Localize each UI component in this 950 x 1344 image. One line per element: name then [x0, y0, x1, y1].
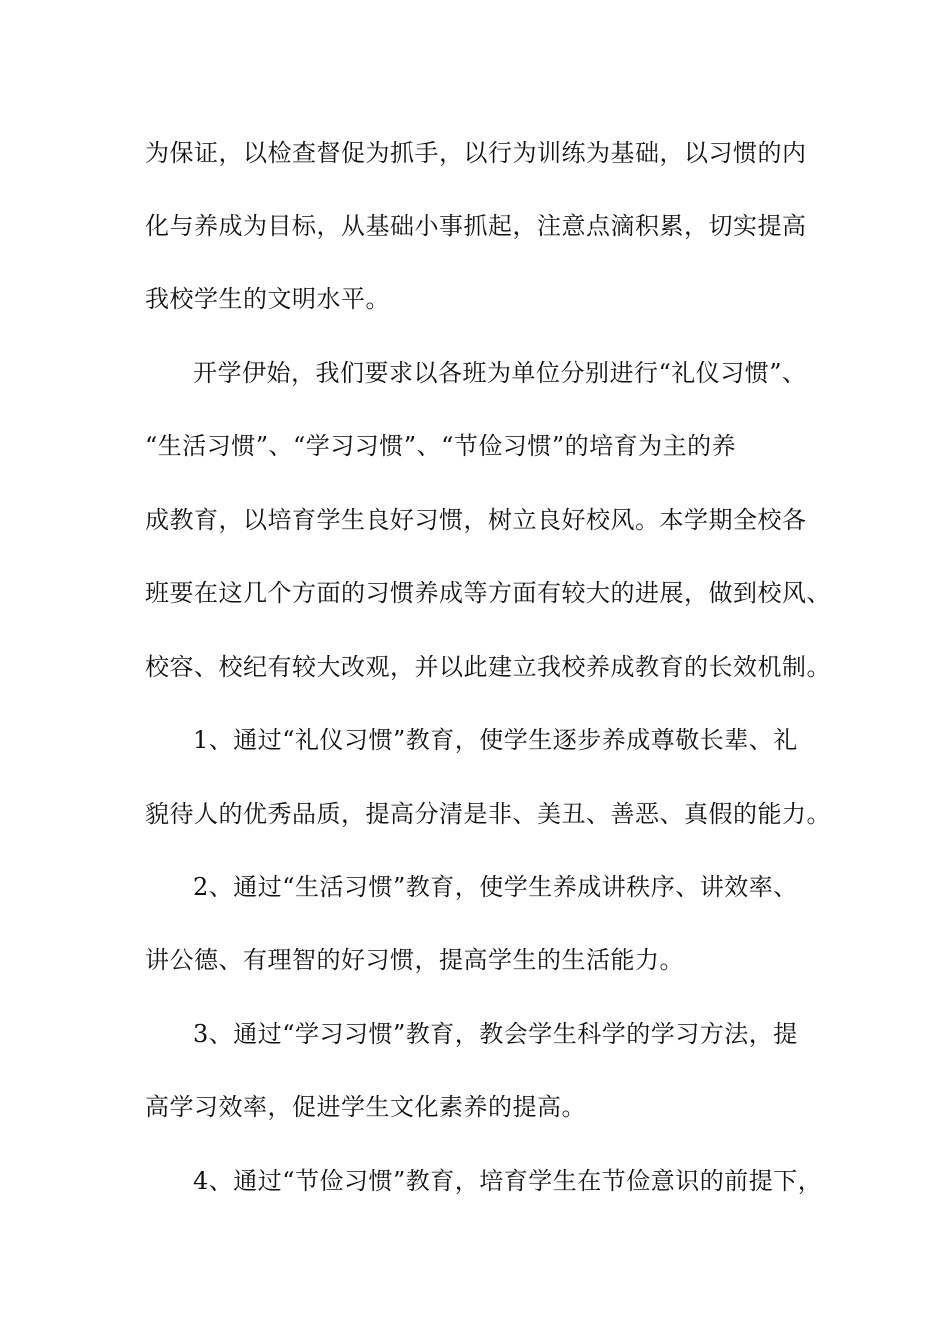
list-item-line: 貌待人的优秀品质，提高分清是非、美丑、善恶、真假的能力。	[145, 800, 831, 828]
list-item-line: 3、通过“学习习惯”教育，教会学生科学的学习方法，提	[193, 1020, 798, 1048]
list-item-line: 2、通过“生活习惯”教育，使学生养成讲秩序、讲效率、	[193, 873, 798, 901]
paragraph-line: 校容、校纪有较大改观，并以此建立我校养成教育的长效机制。	[145, 653, 831, 681]
list-item-line: 4、通过“节俭习惯”教育，培育学生在节俭意识的前提下，	[193, 1167, 823, 1195]
paragraph-line: 班要在这几个方面的习惯养成等方面有较大的进展，做到校风、	[145, 579, 831, 607]
list-item-line: 讲公德、有理智的好习惯，提高学生的生活能力。	[145, 946, 684, 974]
paragraph-line: 开学伊始，我们要求以各班为单位分别进行“礼仪习惯”、	[193, 359, 807, 387]
paragraph-line: 我校学生的文明水平。	[145, 285, 390, 313]
paragraph-line: 化与养成为目标，从基础小事抓起，注意点滴积累，切实提高	[145, 212, 807, 240]
paragraph-line: 成教育，以培育学生良好习惯，树立良好校风。本学期全校各	[145, 506, 807, 534]
paragraph-line: “生活习惯”、“学习习惯”、“节俭习惯”的培育为主的养	[145, 432, 737, 460]
list-item-line: 1、通过“礼仪习惯”教育，使学生逐步养成尊敬长辈、礼	[193, 726, 798, 754]
list-item-line: 高学习效率，促进学生文化素养的提高。	[145, 1093, 586, 1121]
paragraph-line: 为保证，以检查督促为抓手，以行为训练为基础，以习惯的内	[145, 139, 807, 167]
